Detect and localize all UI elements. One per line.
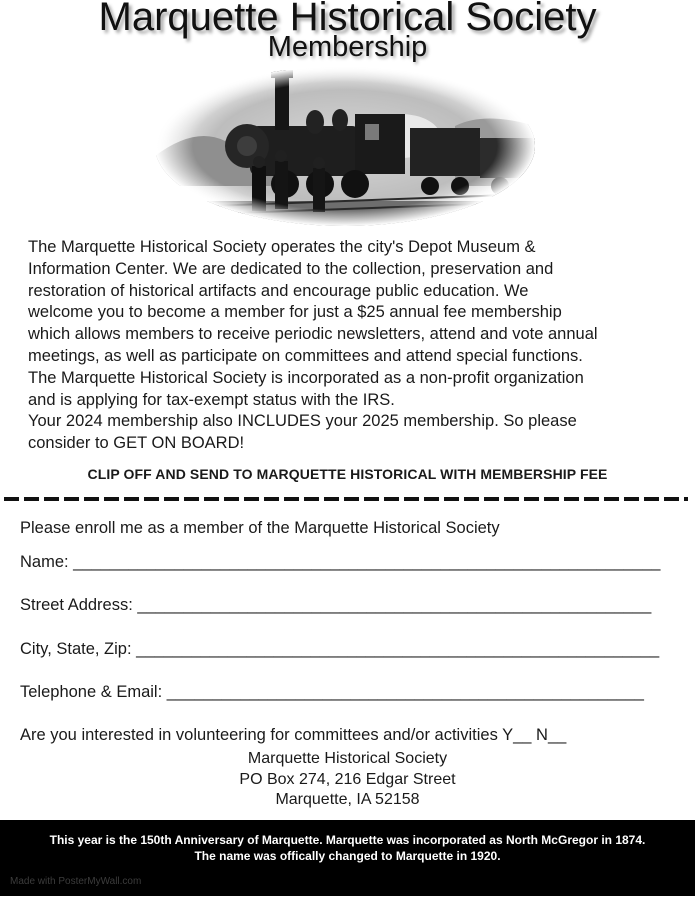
telephone-email-field: Telephone & Email: ____________________________________________________	[20, 683, 644, 701]
address-line: PO Box 274, 216 Edgar Street	[239, 770, 456, 788]
watermark: Made with PosterMyWall.com	[10, 876, 142, 887]
address-line: Marquette, IA 52158	[275, 791, 420, 809]
intro-line: The Marquette Historical Society is incorporated as a non-profit organization	[28, 368, 584, 387]
mailing-address	[0, 749, 695, 811]
train-photo	[155, 66, 535, 226]
intro-line: Information Center. We are dedicated to the collection, preservation and	[28, 259, 554, 278]
page-subtitle: Membership	[267, 31, 428, 63]
intro-line: and is applying for tax-exempt status with the IRS.	[28, 390, 395, 409]
intro-line: The Marquette Historical Society operates the city's Depot Museum &	[28, 238, 536, 256]
volunteer-question: Are you interested in volunteering for committees and/or activities Y__ N__	[20, 726, 567, 744]
intro-line: consider to GET ON BOARD!	[28, 434, 245, 453]
intro-line: meetings, as well as participate on committees and attend special functions.	[28, 346, 583, 365]
cut-line	[4, 497, 688, 501]
street-address-field: Street Address: ________________________________________________________	[20, 596, 652, 614]
anniversary-line: This year is the 150th Anniversary of Marquette. Marquette was incorporated as North McGregor in 1874.	[49, 833, 646, 847]
name-field: Name: ________________________________________________________________	[20, 553, 661, 571]
address-line: Marquette Historical Society	[247, 750, 448, 767]
footer-banner	[0, 820, 695, 896]
intro-line: Your 2024 membership also INCLUDES your 2025 membership. So please	[28, 412, 577, 431]
city-state-zip-field: City, State, Zip: _________________________________________________________	[20, 640, 660, 658]
intro-line: welcome you to become a member for just a $25 annual fee membership	[28, 303, 562, 322]
page-title: Marquette Historical Society	[98, 0, 597, 39]
intro-text	[28, 237, 678, 455]
intro-line: which allows members to receive periodic newsletters, attend and vote annual	[28, 325, 598, 344]
clip-instruction: CLIP OFF AND SEND TO MARQUETTE HISTORICAL WITH MEMBERSHIP FEE	[87, 466, 608, 482]
anniversary-line: The name was offically changed to Marquette in 1920.	[194, 849, 501, 863]
anniversary-note	[0, 832, 695, 864]
intro-line: restoration of historical artifacts and encourage public education. We	[28, 281, 529, 300]
enroll-statement: Please enroll me as a member of the Marquette Historical Society	[20, 519, 500, 537]
